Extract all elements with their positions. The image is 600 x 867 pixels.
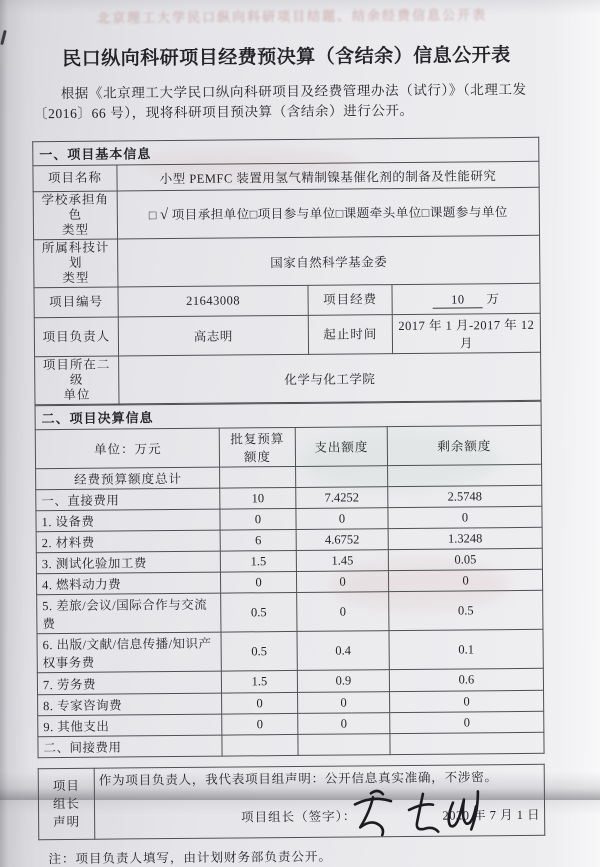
handwritten-checkmark: √ [159, 207, 169, 224]
sign-here-label: 项目组长（签字）： [241, 809, 357, 825]
table-row: 6. 出版/文献/信息传播/知识产权事务费 0.5 0.4 0.1 [37, 629, 543, 672]
intro-line-2: 〔2016〕66 号），现将科研项目预决算（含结余）进行公开。 [33, 102, 414, 122]
period-label: 起止时间 [308, 315, 392, 355]
budget-table [35, 401, 545, 758]
declaration-statement: 作为项目负责人，我代表项目组声明：公开信息真实准确，不涉密。 [98, 770, 498, 788]
page-title: 民口纵向科研项目经费预决算（含结余）信息公开表 [62, 45, 511, 70]
project-no-label: 项目编号 [34, 287, 118, 318]
budget-col-header: 剩余额度 [387, 425, 541, 465]
plan-type-label: 所属科技计划 类型 [34, 239, 118, 288]
budget-col-header: 支出额度 [295, 427, 387, 467]
unit-label: 项目所在二级 单位 [35, 356, 119, 405]
declaration-label: 项目 组长 声明 [38, 768, 95, 839]
role-type-value [117, 187, 539, 239]
table-row: 3. 测试化验加工费 1.5 1.45 0.05 [36, 548, 542, 573]
table-row: 2. 材料费 6 4.6752 1.3248 [36, 527, 542, 552]
role-options: 项目承担单位□项目参与单位□课题牵头单位□课题参与单位 [171, 205, 508, 223]
table-row: 5. 差旅/会议/国际合作与交流费 0.5 0 0.5 [37, 590, 543, 633]
declaration-body [94, 764, 545, 839]
unit-value: 化学与化工学院 [119, 352, 541, 404]
table-row: 9. 其他支出 0 0 0 [38, 711, 544, 736]
funds-value [392, 283, 540, 314]
table-row: 4. 燃料动力费 0 0 0 [36, 569, 542, 594]
table-row: 一、直接费用 10 7.4252 2.5748 [36, 485, 542, 510]
budget-col-header: 单位：万元 [35, 428, 219, 469]
role-type-label: 学校承担角色 类型 [33, 191, 117, 240]
bleed-through-text: 北京理工大学民口纵向科研项目结题、结余经费信息公开表 [97, 7, 488, 26]
signature-row [99, 789, 540, 837]
table-row: 1. 设备费 0 0 0 [36, 506, 542, 531]
table-row: 二、间接费用 [38, 732, 544, 757]
funds-label: 项目经费 [308, 285, 392, 316]
section-1-heading: 一、项目基本信息 [33, 137, 539, 165]
basic-info-table [32, 137, 541, 405]
table-row: 8. 专家咨询费 0 0 0 [38, 690, 544, 715]
footnote: 注：项目负责人填写，由计划财务部负责公开。 [48, 849, 333, 867]
pen-mark [0, 30, 7, 45]
leader-value: 高志明 [118, 315, 308, 356]
signature-date: 2020 年 7 月 1 日 [442, 807, 541, 823]
project-name-label: 项目名称 [33, 165, 117, 192]
declaration-table [38, 764, 546, 840]
form-sheet [31, 0, 549, 867]
table-row: 经费预算额度总计 [36, 464, 542, 489]
section-2-heading: 二、项目决算信息 [35, 401, 541, 429]
leader-label: 项目负责人 [34, 317, 118, 357]
project-name-value: 小型 PEMFC 装置用氢气精制镍基催化剂的制备及性能研究 [117, 161, 539, 191]
table-row: 7. 劳务费 1.5 0.9 0.6 [37, 668, 543, 694]
checkbox-unchecked: □ [148, 208, 158, 223]
funds-amount: 10 [433, 292, 483, 308]
plan-type-value: 国家自然科学基金委 [118, 235, 540, 287]
period-value: 2017 年 1 月-2017 年 12 月 [392, 313, 540, 353]
budget-col-header: 批复预算额度 [219, 427, 295, 467]
project-no-value: 21643008 [118, 285, 308, 317]
funds-unit: 万 [486, 292, 500, 307]
intro-line-1: 根据《北京理工大学民口纵向科研项目及经费管理办法（试行）》（北理工发 [60, 81, 527, 101]
